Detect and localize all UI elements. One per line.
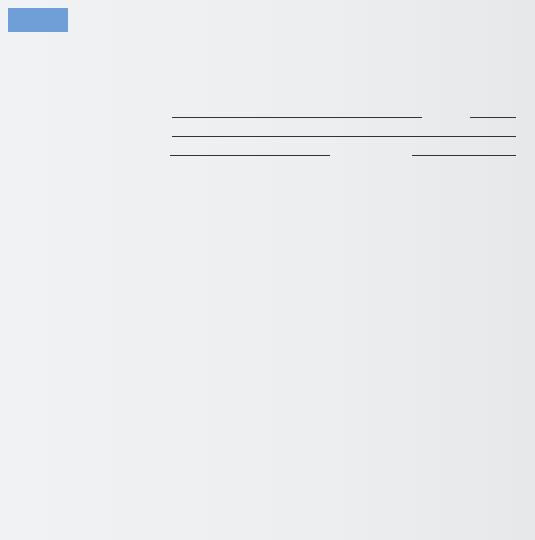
mega-logo — [8, 8, 68, 32]
district-underline — [170, 155, 330, 156]
city-underline — [172, 136, 516, 137]
street-underline — [172, 117, 422, 118]
number-underline — [470, 117, 516, 118]
region-underline — [412, 155, 516, 156]
